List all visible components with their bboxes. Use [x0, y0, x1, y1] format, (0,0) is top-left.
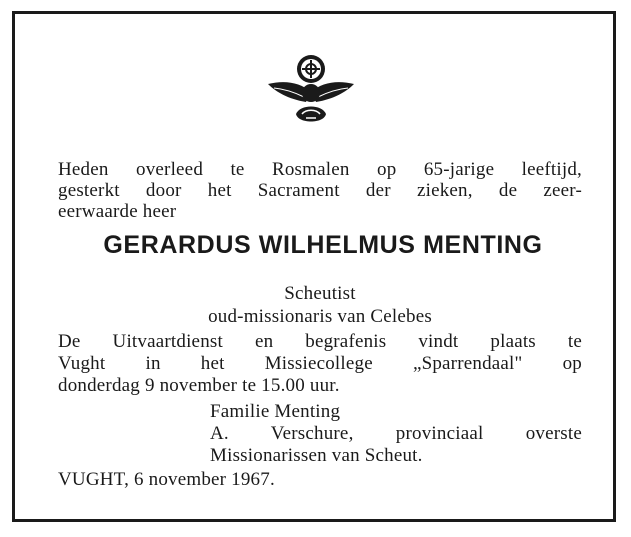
intro-line-2: gesterkt door het Sacrament der zieken, de zeer-: [58, 180, 582, 201]
service-line-1: De Uitvaartdienst en begrafenis vindt plaats te: [58, 331, 582, 352]
service-line-3: donderdag 9 november te 15.00 uur.: [58, 375, 340, 396]
signatory-1: Familie Menting: [210, 401, 341, 422]
title-line-1: Scheutist: [284, 283, 356, 304]
title-line-2: oud-missionaris van Celebes: [208, 306, 432, 327]
signatory-2: A. Verschure, provinciaal overste: [210, 423, 582, 444]
signatory-3: Missionarissen van Scheut.: [210, 445, 423, 466]
intro-line-1: Heden overleed te Rosmalen op 65-jarige leeftijd,: [58, 159, 582, 180]
winged-emblem-icon: [266, 52, 356, 134]
intro-line-3: eerwaarde heer: [58, 201, 177, 222]
place-date: VUGHT, 6 november 1967.: [58, 469, 275, 490]
deceased-name: GERARDUS WILHELMUS MENTING: [103, 231, 543, 259]
service-line-2: Vught in het Missiecollege „Sparrendaal" op: [58, 353, 582, 374]
